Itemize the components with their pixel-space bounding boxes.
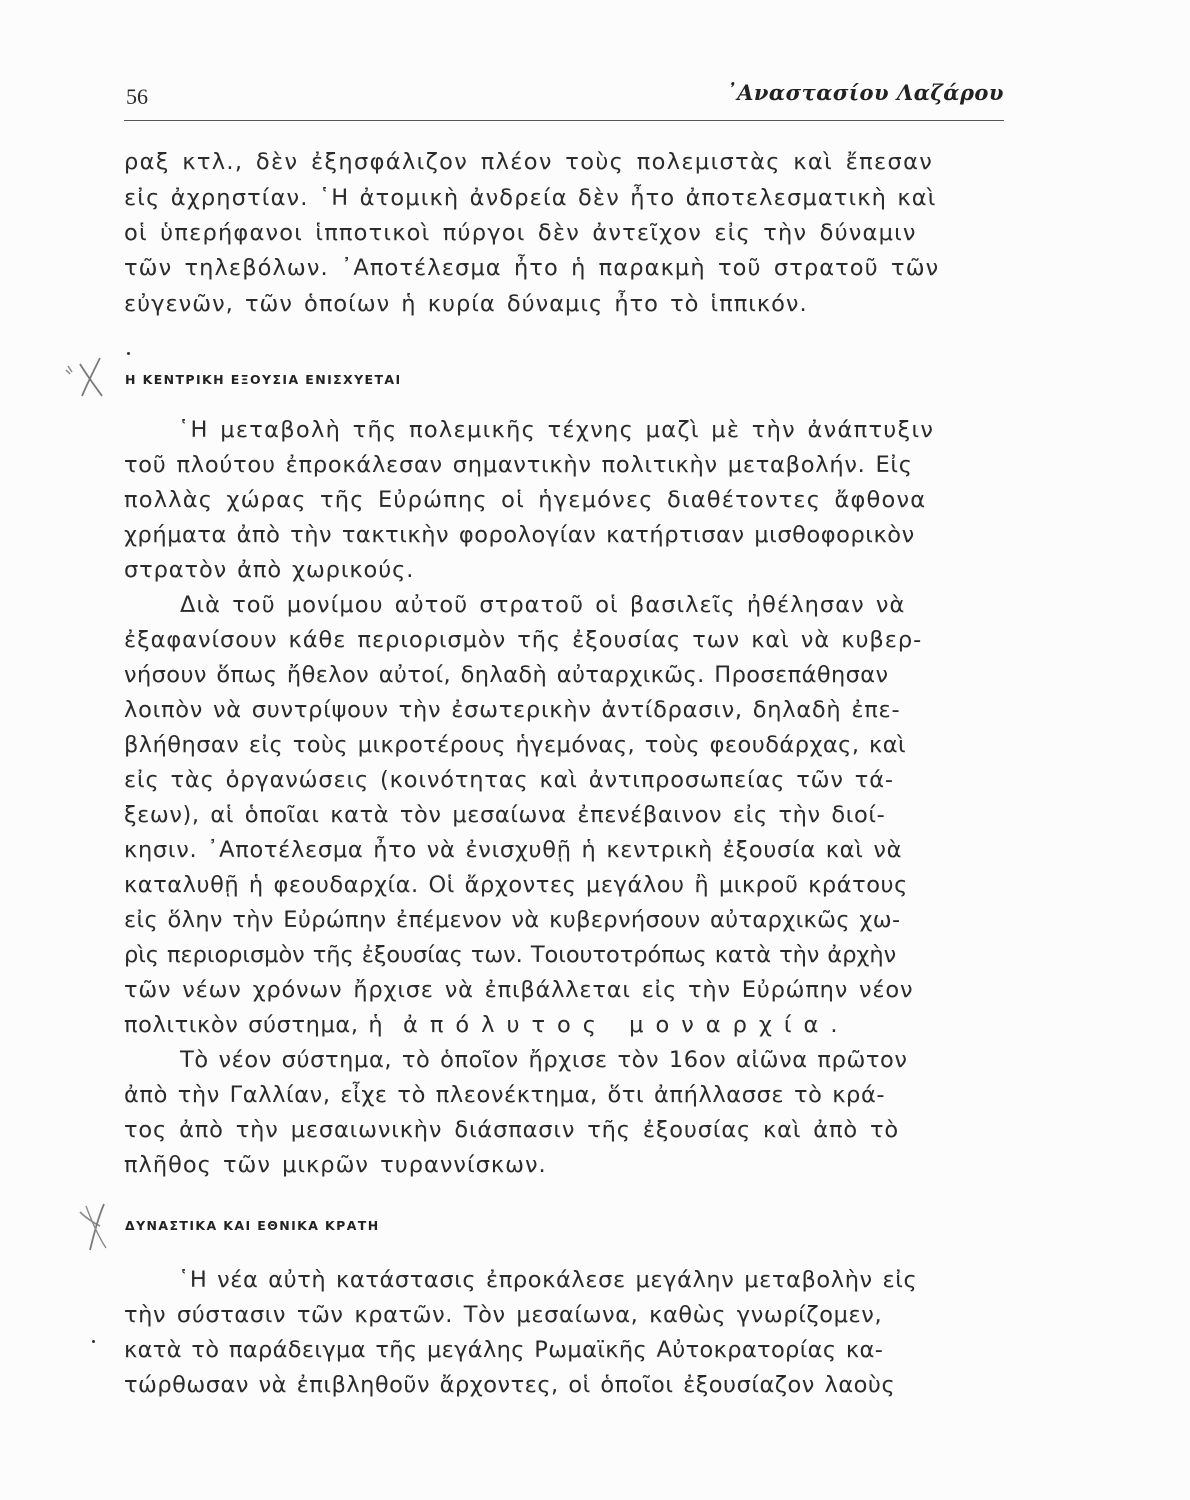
text-line: ξεων), αἱ ὁποῖαι κατὰ τὸν μεσαίωνα ἐπενέβαινον εἰς τὴν διοί- <box>124 802 886 828</box>
text-line: εἰς ὅλην τὴν Εὐρώπην ἐπέμενον νὰ κυβερνήσουν αὐταρχικῶς χω- <box>124 907 901 933</box>
text-line: τος ἀπὸ τὴν μεσαιωνικὴν διάσπασιν τῆς ἐξουσίας καὶ ἀπὸ τὸ <box>124 1117 900 1143</box>
text-line: λοιπὸν νὰ συντρίψουν τὴν ἐσωτερικὴν ἀντίδρασιν, δηλαδὴ ἐπε- <box>124 697 901 723</box>
text-line: καταλυθῇ ἡ φεουδαρχία. Οἱ ἄρχοντες μεγάλου ἢ μικροῦ κράτους <box>124 872 908 898</box>
text-line: τοῦ πλούτου ἐπροκάλεσαν σημαντικὴν πολιτικὴν μεταβολήν. Εἰς <box>124 452 913 478</box>
text-line: ῾Η νέα αὐτὴ κατάστασις ἐπροκάλεσε μεγάλην μεταβολὴν εἰς <box>178 1267 918 1293</box>
text-line: πλῆθος τῶν μικρῶν τυραννίσκων. <box>124 1152 547 1178</box>
text-line: ἀπὸ τὴν Γαλλίαν, εἶχε τὸ πλεονέκτημα, ὅτι ἀπήλλασσε τὸ κρά- <box>124 1082 886 1108</box>
text-line: βλήθησαν εἰς τοὺς μικροτέρους ἡγεμόνας, τοὺς φεουδάρχας, καὶ <box>124 732 907 758</box>
pencil-x-mark <box>58 352 110 402</box>
text-line: κησιν. ᾿Αποτέλεσμα ἦτο νὰ ἐνισχυθῇ ἡ κεντρικὴ ἐξουσία καὶ νὰ <box>124 837 903 863</box>
page-header <box>124 80 1004 114</box>
text-line: ρὶς περιορισμὸν τῆς ἐξουσίας των. Τοιουτοτρόπως κατὰ τὴν ἀρχὴν <box>124 942 897 968</box>
pencil-x-mark <box>70 1196 120 1256</box>
emphasized-text: ἀπόλυτος μοναρχία. <box>402 1012 850 1038</box>
running-head-author: ᾿Αναστασίου Λαζάρου <box>726 80 1004 105</box>
text-line: τὴν σύστασιν τῶν κρατῶν. Τὸν μεσαίωνα, καθὼς γνωρίζομεν, <box>124 1302 883 1328</box>
text-line-segment: πολιτικὸν σύστημα, ἡ <box>124 1012 384 1038</box>
text-line: Διὰ τοῦ μονίμου αὐτοῦ στρατοῦ οἱ βασιλεῖς ἠθέλησαν νὰ <box>180 592 906 618</box>
text-line: ἐξαφανίσουν κάθε περιορισμὸν τῆς ἐξουσίας των καὶ νὰ κυβερ- <box>124 627 923 653</box>
text-line: οἱ ὑπερήφανοι ἱπποτικοὶ πύργοι δὲν ἀντεῖχον εἰς τὴν δύναμιν <box>124 220 917 246</box>
ink-speck <box>127 352 130 355</box>
text-line <box>124 1007 850 1043</box>
section-heading: Η ΚΕΝΤΡΙΚΗ ΕΞΟΥΣΙΑ ΕΝΙΣΧΥΕΤΑΙ <box>125 372 402 387</box>
page-number: 56 <box>126 84 148 109</box>
text-line: ραξ κτλ., δὲν ἐξησφάλιζον πλέον τοὺς πολεμιστὰς καὶ ἔπεσαν <box>124 149 934 175</box>
text-line: νήσουν ὅπως ἤθελον αὐτοί, δηλαδὴ αὐταρχικῶς. Προσεπάθησαν <box>124 662 889 688</box>
text-line: τῶν νέων χρόνων ἤρχισε νὰ ἐπιβάλλεται εἰς τὴν Εὐρώπην νέον <box>124 977 914 1003</box>
text-line: ῾Η μεταβολὴ τῆς πολεμικῆς τέχνης μαζὶ μὲ τὴν ἀνάπτυξιν <box>178 417 935 443</box>
ink-speck <box>92 1340 95 1343</box>
text-line: εἰς τὰς ὀργανώσεις (κοινότητας καὶ ἀντιπροσωπείας τῶν τά- <box>124 767 894 793</box>
text-line: πολλὰς χώρας τῆς Εὐρώπης οἱ ἡγεμόνες διαθέτοντες ἄφθονα <box>124 487 927 513</box>
header-rule <box>124 120 1004 121</box>
text-line: στρατὸν ἀπὸ χωρικούς. <box>124 557 415 583</box>
text-line: εὐγενῶν, τῶν ὁποίων ἡ κυρία δύναμις ἦτο τὸ ἱππικόν. <box>124 291 808 317</box>
text-line: χρήματα ἀπὸ τὴν τακτικὴν φορολογίαν κατήρτισαν μισθοφορικὸν <box>124 522 915 548</box>
text-line: κατὰ τὸ παράδειγμα τῆς μεγάλης Ρωμαϊκῆς Αὐτοκρατορίας κα- <box>124 1337 884 1363</box>
section-heading: ΔΥΝΑΣΤΙΚΑ ΚΑΙ ΕΘΝΙΚΑ ΚΡΑΤΗ <box>125 1218 380 1233</box>
text-line: τώρθωσαν νὰ ἐπιβληθοῦν ἄρχοντες, οἱ ὁποῖοι ἐξουσίαζον λαοὺς <box>124 1372 896 1398</box>
text-line: εἰς ἀχρηστίαν. ῾Η ἀτομικὴ ἀνδρεία δὲν ἦτο ἀποτελεσματικὴ καὶ <box>124 185 937 211</box>
text-line: τῶν τηλεβόλων. ᾿Αποτέλεσμα ἦτο ἡ παρακμὴ τοῦ στρατοῦ τῶν <box>124 255 940 281</box>
text-line: Τὸ νέον σύστημα, τὸ ὁποῖον ἤρχισε τὸν 16ον αἰῶνα πρῶτον <box>180 1047 908 1073</box>
